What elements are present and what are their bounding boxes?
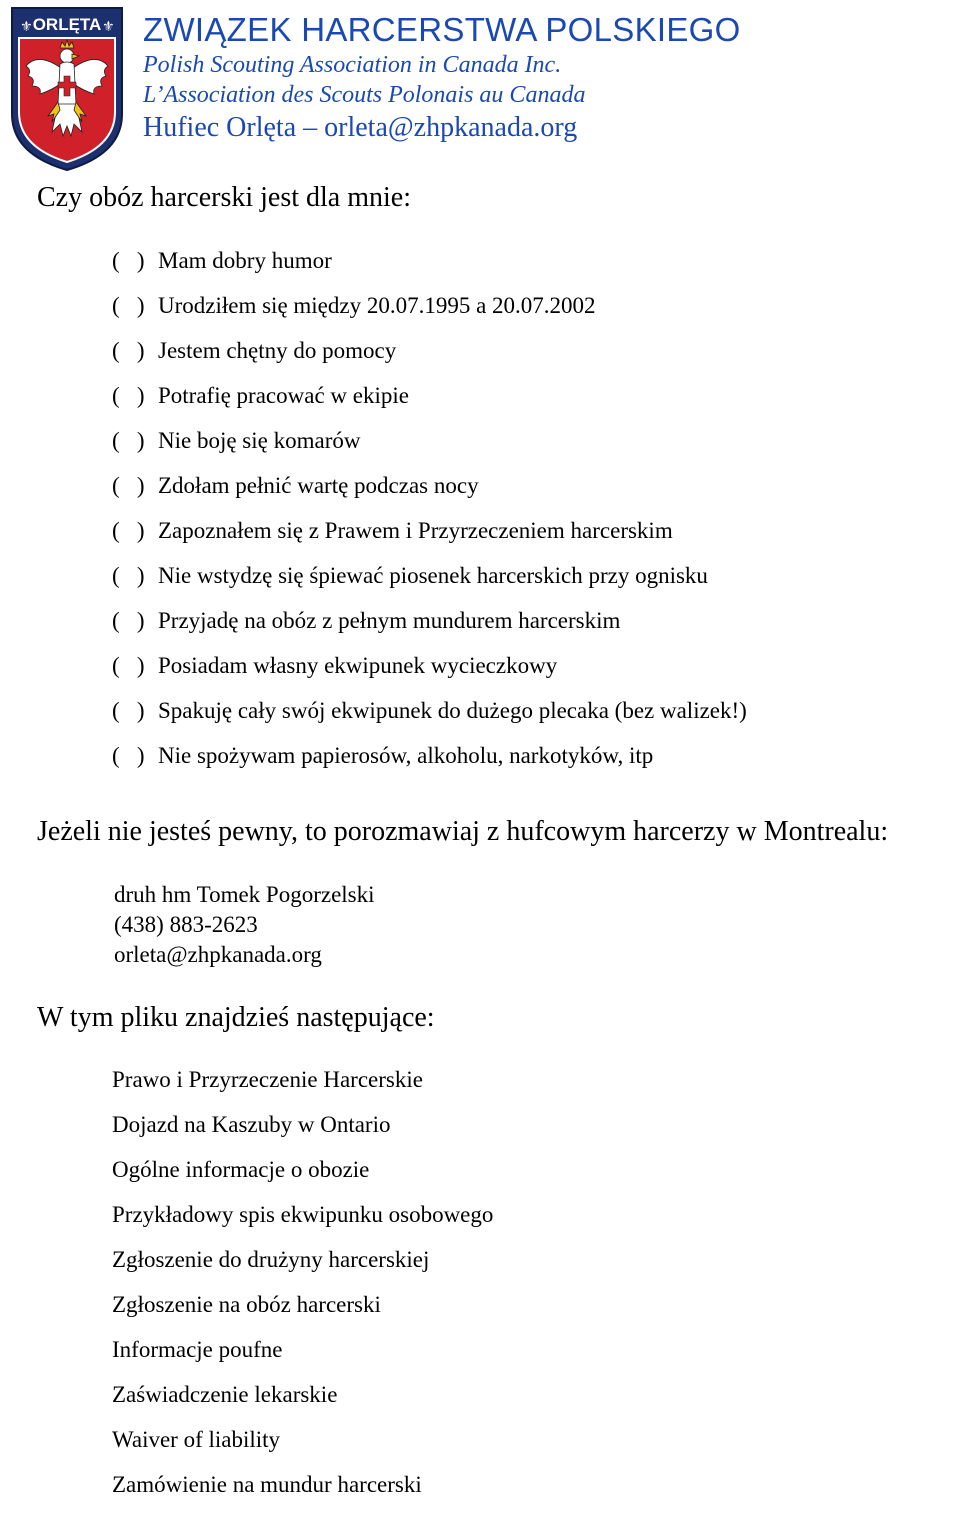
checklist-item	[112, 516, 747, 561]
contact-phone: (438) 883-2623	[114, 912, 258, 937]
svg-text:⚜: ⚜	[20, 19, 33, 35]
list-item: Zaświadczenie lekarskie	[112, 1382, 338, 1407]
checklist-item-label: Nie wstydzę się śpiewać piosenek harcerskich przy ognisku	[158, 563, 708, 588]
organization-header	[143, 10, 741, 145]
checklist-item-label: Mam dobry humor	[158, 248, 332, 273]
contents-heading: W tym pliku znajdzieś następujące:	[37, 1002, 435, 1033]
contact-block	[114, 880, 375, 970]
checklist-item	[112, 696, 747, 741]
checkbox-mark[interactable]: ( )	[112, 698, 145, 723]
troop-contact-line: Hufiec Orlęta – orleta@zhpkanada.org	[143, 112, 578, 143]
checklist-item	[112, 381, 747, 426]
checklist-item	[112, 651, 747, 696]
checklist-item-label: Posiadam własny ekwipunek wycieczkowy	[158, 653, 558, 678]
checklist-item-label: Potrafię pracować w ekipie	[158, 383, 409, 408]
checklist-item	[112, 606, 747, 651]
list-item: Dojazd na Kaszuby w Ontario	[112, 1112, 391, 1137]
checkbox-mark[interactable]: ( )	[112, 518, 145, 543]
checklist-item-label: Zapoznałem się z Prawem i Przyrzeczeniem harcerskim	[158, 518, 673, 543]
file-contents-list	[112, 1064, 493, 1514]
contact-name: druh hm Tomek Pogorzelski	[114, 882, 375, 907]
logo-text: ORLĘTA	[32, 15, 102, 34]
contact-heading: Jeżeli nie jesteś pewny, to porozmawiaj z hufcowym harcerzy w Montrealu:	[37, 816, 889, 847]
checkbox-mark[interactable]: ( )	[112, 653, 145, 678]
checklist-item	[112, 741, 747, 786]
list-item: Przykładowy spis ekwipunku osobowego	[112, 1202, 494, 1227]
organization-name: ZWIĄZEK HARCERSTWA POLSKIEGO	[143, 11, 741, 48]
list-item: Zgłoszenie do drużyny harcerskiej	[112, 1247, 430, 1272]
checklist-item-label: Jestem chętny do pomocy	[158, 338, 397, 363]
list-item: Informacje poufne	[112, 1337, 283, 1362]
checklist-item	[112, 246, 747, 291]
checkbox-mark[interactable]: ( )	[112, 428, 145, 453]
contact-email: orleta@zhpkanada.org	[114, 942, 322, 967]
checkbox-mark[interactable]: ( )	[112, 248, 145, 273]
checkbox-mark[interactable]: ( )	[112, 608, 145, 633]
checklist-item	[112, 561, 747, 606]
list-item: Ogólne informacje o obozie	[112, 1157, 370, 1182]
checkbox-mark[interactable]: ( )	[112, 473, 145, 498]
list-item: Zamówienie na mundur harcerski	[112, 1472, 422, 1497]
checklist-item-label: Urodziłem się między 20.07.1995 a 20.07.2002	[158, 293, 596, 318]
checklist-heading: Czy obóz harcerski jest dla mnie:	[37, 182, 411, 213]
checkbox-mark[interactable]: ( )	[112, 743, 145, 768]
checkbox-mark[interactable]: ( )	[112, 383, 145, 408]
checkbox-mark[interactable]: ( )	[112, 338, 145, 363]
organization-name-english: Polish Scouting Association in Canada Inc.	[143, 52, 562, 78]
checklist-item-label: Zdołam pełnić wartę podczas nocy	[158, 473, 479, 498]
header	[0, 0, 960, 175]
checklist-item	[112, 336, 747, 381]
camp-eligibility-checklist	[112, 246, 747, 786]
list-item: Zgłoszenie na obóz harcerski	[112, 1292, 381, 1317]
list-item: Prawo i Przyrzeczenie Harcerskie	[112, 1067, 423, 1092]
list-item: Waiver of liability	[112, 1427, 281, 1452]
checklist-item	[112, 291, 747, 336]
checklist-item	[112, 426, 747, 471]
checklist-item-label: Nie boję się komarów	[158, 428, 361, 453]
checkbox-mark[interactable]: ( )	[112, 563, 145, 588]
orleta-badge-logo	[8, 4, 126, 172]
checklist-item	[112, 471, 747, 516]
svg-text:⚜: ⚜	[102, 19, 115, 35]
checklist-item-label: Nie spożywam papierosów, alkoholu, narkotyków, itp	[158, 743, 654, 768]
checklist-item-label: Przyjadę na obóz z pełnym mundurem harcerskim	[158, 608, 621, 633]
checklist-item-label: Spakuję cały swój ekwipunek do dużego plecaka (bez walizek!)	[158, 698, 747, 723]
organization-name-french: L’Association des Scouts Polonais au Canada	[143, 82, 586, 108]
checkbox-mark[interactable]: ( )	[112, 293, 145, 318]
